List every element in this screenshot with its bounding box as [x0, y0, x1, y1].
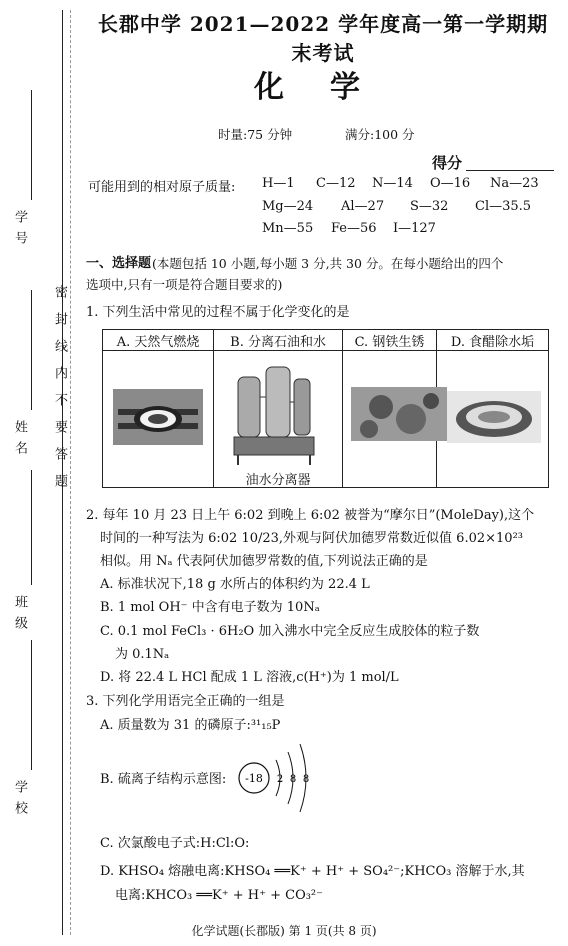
mass-item: Na—23 [490, 176, 539, 191]
name-blank[interactable] [31, 290, 32, 410]
option-c-label[interactable]: C. 钢铁生锈 [342, 330, 436, 351]
option-b-label[interactable]: B. 分离石油和水 [214, 330, 343, 351]
question-2-line: 2. 每年 10 月 23 日上午 6:02 到晚上 6:02 被誉为“摩尔日”(MoleDay),这个 [86, 508, 535, 523]
seal-warning: 密封线内不要答题 [52, 285, 67, 501]
mass-item: Cl—35.5 [475, 199, 532, 214]
question-3-stem: 3. 下列化学用语完全正确的一组是 [86, 694, 285, 709]
question-2-option-b[interactable]: B. 1 mol OH⁻ 中含有电子数为 10Nₐ [100, 600, 320, 615]
student-number-label: 学 号 [12, 210, 27, 247]
mass-item: C—12 [316, 176, 356, 191]
option-d-label[interactable]: D. 食醋除水垢 [436, 330, 548, 351]
mass-item: H—1 [262, 176, 295, 191]
shell-electrons: 8 [302, 774, 310, 785]
mass-item: Mg—24 [262, 199, 314, 214]
question-2-line: 相似。用 Nₐ 代表阿伏加德罗常数的值,下列说法正确的是 [100, 554, 428, 569]
class-label: 班 级 [12, 595, 27, 632]
atomic-mass-intro: 可能用到的相对原子质量: [88, 180, 236, 195]
shell-electrons: 8 [289, 774, 297, 785]
option-c-image-cell [342, 351, 436, 488]
subject-title: 化学 [254, 70, 406, 105]
question-3-option-a[interactable]: A. 质量数为 31 的磷原子:³¹₁₅P [100, 718, 281, 733]
descaling-kettle-image [447, 391, 541, 443]
question-2-option-c-cont: 为 0.1Nₐ [115, 647, 170, 662]
oil-water-separator-image [232, 357, 316, 467]
exam-title: 长郡中学 2021—2022 学年度高一第一学期期末考试 [97, 12, 549, 65]
score-blank[interactable] [466, 170, 554, 171]
option-d-image-cell [436, 351, 548, 488]
question-1-options-table [102, 329, 549, 488]
seal-line [70, 10, 71, 935]
section-desc: (本题包括 10 小题,每小题 3 分,共 30 分。在每小题给出的四个 [152, 256, 504, 271]
option-b-image-cell [214, 351, 343, 488]
nucleus-charge: -18 [245, 772, 263, 785]
question-1-stem: 1. 下列生活中常见的过程不属于化学变化的是 [86, 305, 350, 320]
student-number-blank[interactable] [31, 90, 32, 200]
mass-item: I—127 [393, 221, 436, 236]
mass-item: N—14 [372, 176, 413, 191]
question-2-option-d[interactable]: D. 将 22.4 L HCl 配成 1 L 溶液,c(H⁺)为 1 mol/L [100, 670, 399, 685]
gas-stove-flame-image [113, 389, 203, 445]
shell-electrons: 2 [276, 774, 284, 785]
option-a-label[interactable]: A. 天然气燃烧 [103, 330, 214, 351]
section-desc: 选项中,只有一项是符合题目要求的) [86, 277, 283, 292]
section-heading: 一、选择题 [86, 256, 152, 271]
sulfide-ion-structure-diagram [232, 738, 312, 818]
school-blank[interactable] [31, 640, 32, 770]
class-blank[interactable] [31, 470, 32, 585]
mass-item: Fe—56 [331, 221, 377, 236]
rusty-steel-image [351, 387, 447, 441]
mass-item: Al—27 [341, 199, 385, 214]
question-3-option-d[interactable]: D. KHSO₄ 熔融电离:KHSO₄ ══K⁺ + H⁺ + SO₄²⁻;KHCO₃ 溶解于水,其 [100, 864, 525, 879]
school-label: 学 校 [12, 780, 27, 817]
mass-item: Mn—55 [262, 221, 314, 236]
separator-caption: 油水分离器 [245, 473, 311, 488]
name-label: 姓 名 [12, 420, 27, 457]
page-footer: 化学试题(长郡版) 第 1 页(共 8 页) [191, 924, 377, 938]
question-3-option-d-cont: 电离:KHCO₃ ══K⁺ + H⁺ + CO₃²⁻ [115, 888, 324, 903]
question-2-option-a[interactable]: A. 标准状况下,18 g 水所占的体积约为 22.4 L [100, 577, 370, 592]
time-limit: 时量:75 分钟 [218, 127, 293, 142]
question-2-line: 时间的一种写法为 6:02 10/23,外观与阿伏加德罗常数近似值 6.02×10²³ [100, 531, 523, 546]
question-3-option-c[interactable]: C. 次氯酸电子式:H:Cl:O: [100, 836, 250, 851]
question-3-option-b[interactable]: B. 硫离子结构示意图: [100, 772, 227, 787]
mass-item: S—32 [410, 199, 449, 214]
option-a-image-cell [103, 351, 214, 488]
mass-item: O—16 [430, 176, 471, 191]
question-2-option-c[interactable]: C. 0.1 mol FeCl₃ · 6H₂O 加入沸水中完全反应生成胶体的粒子数 [100, 624, 480, 639]
full-score: 满分:100 分 [345, 127, 415, 142]
score-label: 得分 [432, 154, 463, 172]
